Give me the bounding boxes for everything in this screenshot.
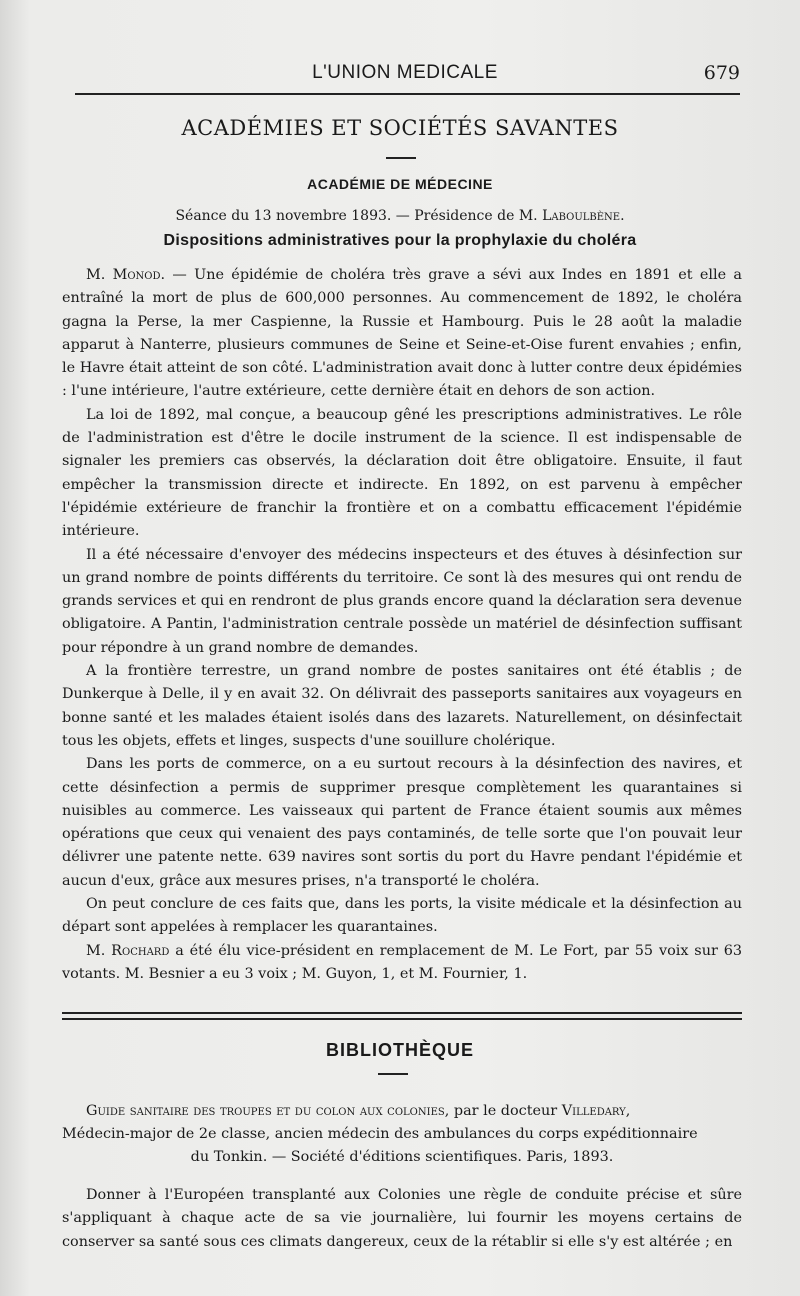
paragraph-text: A la frontière terrestre, un grand nombre de postes sanitaires ont été établis ; de Dunkerque à Delle, il y en avait 32. On délivrait des passeports sanitaires aux voyageurs en bonne santé et les malades étaient isolés dans des lazarets. Naturellement, on désinfectait tous les objets, effets et linges, suspects d'une souillure cholérique.	[62, 663, 742, 749]
president-name: Laboulbène	[542, 208, 621, 224]
book-entry-line	[62, 1100, 742, 1123]
book-by: , par le docteur	[444, 1103, 562, 1119]
paragraph: Donner à l'Européen transplanté aux Colonies une règle de conduite précise et sûre s'appliquant à chaque acte de sa vie journalière, lui fournir les moyens certains de conserver sa santé sous ces climats dangereux, ceux de la rétablir si elle s'y est altérée ; en	[62, 1187, 742, 1250]
book-entry	[62, 1100, 742, 1169]
review-body	[62, 1184, 742, 1254]
section-rule-top	[62, 1012, 742, 1014]
academy-subtitle: ACADÉMIE DE MÉDECINE	[307, 176, 493, 192]
section-title: ACADÉMIES ET SOCIÉTÉS SAVANTES	[181, 116, 619, 140]
book-author: Villedary	[561, 1103, 626, 1119]
bibliotheque-divider	[378, 1073, 408, 1075]
paragraph-text: — Une épidémie de choléra très grave a sévi aux Indes en 1891 et elle a entraîné la mort de plus de 600,000 personnes. Au commencement de 1892, le choléra gagna la Perse, la mer Caspienne, la Russie et Hambourg. Puis le 28 août la maladie apparut à Nanterre, plusieurs communes de Seine et Seine-et-Oise furent envahies ; enfin, le Havre était atteint de son côté. L'administration avait donc à lutter contre deux épidémies : l'une intérieure, l'autre extérieure, cette dernière était en dehors de son action.	[62, 267, 743, 400]
paragraph-text: On peut conclure de ces faits que, dans les ports, la visite médicale et la désinfection au départ sont appelées à remplacer les quarantaines.	[62, 896, 742, 936]
paragraph-text: Il a été nécessaire d'envoyer des médecins inspecteurs et des étuves à désinfection sur un grand nombre de points différents du territoire. Ce sont là des mesures qui ont rendu de grands services et qui en rendront de plus grands encore quand la déclaration sera devenue obligatoire. A Pantin, l'administration centrale possède un matériel de désinfection suffisant pour répondre à un grand nombre de demandes.	[62, 546, 742, 656]
paragraph	[62, 404, 742, 544]
paragraph	[62, 544, 742, 660]
paragraph-text: La loi de 1892, mal conçue, a beaucoup gêné les prescriptions administratives. Le rôle de l'administration est d'être le docile instrument de la science. Il est indispensable de signaler les premiers cas observés, la déclaration doit être obligatoire. Ensuite, il faut empêcher la transmission directe et indirecte. En 1892, on est parvenu à empêcher l'épidémie extérieure de franchir la frontière et on a combattu efficacement l'épidémie intérieure.	[62, 406, 742, 540]
article-body	[62, 264, 742, 986]
page-number: 679	[703, 62, 740, 84]
paragraph	[62, 753, 742, 893]
speaker-name: M. Monod.	[86, 267, 166, 283]
book-entry-line: du Tonkin. — Société d'éditions scientifiques. Paris, 1893.	[190, 1149, 614, 1165]
header-rule	[75, 93, 740, 95]
seance-line	[0, 208, 800, 224]
bibliotheque-title: BIBLIOTHÈQUE	[325, 1040, 474, 1060]
paragraph-text: a été élu vice-président en remplacement de M. Le Fort, par 55 voix sur 63 votants. M. Besnier a eu 3 voix ; M. Guyon, 1, et M. Fournier, 1.	[62, 942, 743, 982]
speaker-name: M. Rochard	[86, 942, 170, 959]
paragraph	[62, 893, 742, 940]
seance-prefix: Séance du 13 novembre 1893. — Présidence de M.	[175, 208, 543, 224]
paragraph	[62, 264, 742, 404]
article-heading: Dispositions administratives pour la prophylaxie du choléra	[163, 232, 637, 249]
section-divider	[386, 157, 416, 159]
book-line-end: ,	[625, 1103, 631, 1119]
section-rule-bottom	[62, 1018, 742, 1020]
running-title: L'UNION MEDICALE	[312, 62, 498, 83]
page-header	[60, 58, 750, 88]
paragraph	[62, 940, 742, 987]
seance-suffix: .	[620, 208, 625, 224]
paragraph-text: Dans les ports de commerce, on a eu surtout recours à la désinfection des navires, et cette désinfection a permis de supprimer presque complètement les quarantaines si nuisibles au commerce. Les vaisseaux qui partent de France étaient soumis aux mêmes opérations que ceux qui venaient des pays contaminés, de telle sorte que l'on pouvait leur délivrer une patente nette. 639 navires sont sortis du port du Havre pendant l'épidémie et aucun d'eux, grâce aux mesures prises, n'a transporté le choléra.	[62, 756, 742, 889]
book-title: Guide sanitaire des troupes et du colon aux colonies	[86, 1103, 445, 1119]
book-entry-line: Médecin-major de 2e classe, ancien médecin des ambulances du corps expéditionnaire	[62, 1126, 698, 1142]
paragraph	[62, 660, 742, 753]
